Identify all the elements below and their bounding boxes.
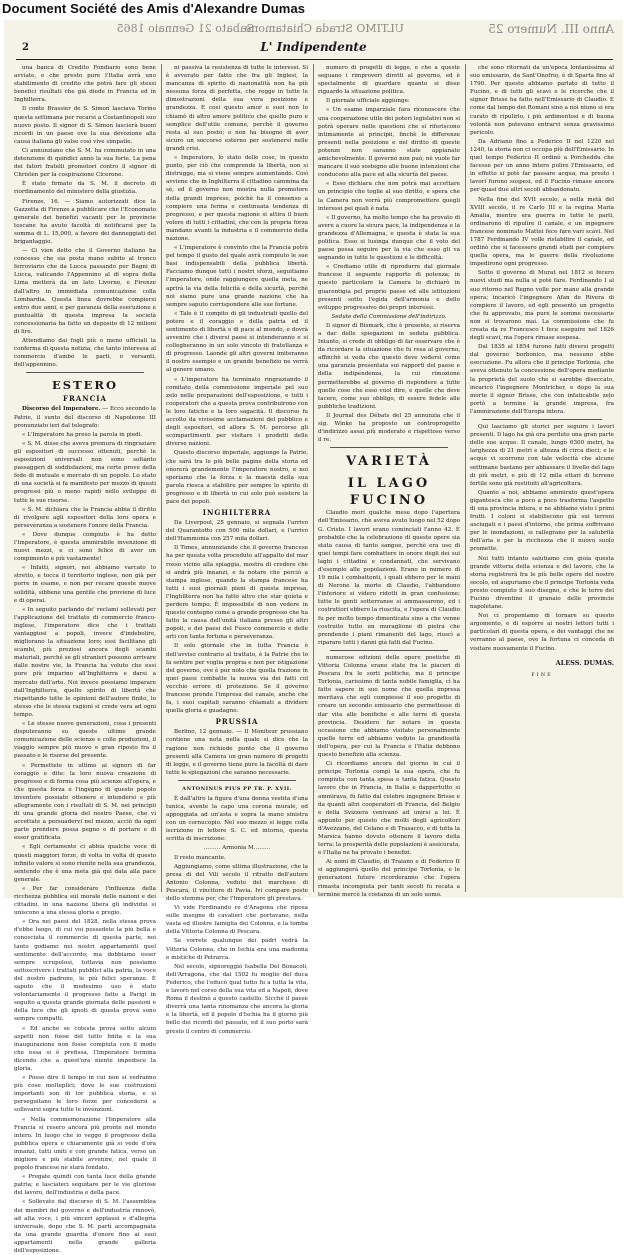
paragraph: « Posso dire il tempo in cui non si vedranno più cose molteplici; dove le sue costruzioni importanti son di lor pubblica storia, e si perseguitano le loro forze per concedersi a sollevarsi sopra tutte le invenzioni. (14, 1075, 156, 1114)
paragraph: « Infatti, signori, noi abbiamo varcato lo stretto, e tocca il territorio inglese, non già per porre in esame, e non per recare queste nuove solidità, sibbene una gentile che proviene di luce e di operai. (14, 565, 156, 604)
section-divider (26, 372, 144, 373)
paragraph: Questo discorso imperiale, aggiunge la Patrie, che sarà tra le più belle pagine della storia ed onorerà grandemente l'imperatore nostro, e noi speriamo che la forza e la maestà della sua parola riesca a stabilire per sempre lo spirito di progresso e di libertà in cui solo può esistere la pace dei popoli. (166, 450, 308, 505)
column-rule (161, 64, 162, 892)
paragraph: « Ed anche se cotesta prova sotto alcuni aspetti non fosse del tutto finita e la sua inaugurazione non fosse compiuta con il modo che essa si è prefissa, l'Imperatore termina dicendo che a quest'ora niente impedisce la gloria. (14, 1025, 156, 1072)
paragraph: numero di progetti di legge, e che a queste seguano i rimproveri diretti al governo, ed è specialmente di guardare quanto si disse riguardo la situazione politica. (318, 65, 460, 96)
paragraph: ni passiva la resistenza di tutte le interessi. Si è avverato per fatto che fra gli Inglesi, la mancanza di spirito di nazionalità non ha più nessuna forza di perfetta, che regge in tutte le dimostrazioni della sua vera posizione e grandezza. E cosi questo amor e suoi non lo chiamò di altro amore politico che quello puro e semplice dell'utile comune, perchè il governo resta al suo posto; e non ha bisogno di aver sicuro un soccorso esterno per sostenersi nelle grandi crisi. (166, 65, 308, 152)
column-4 (470, 64, 614, 892)
paragraph: numerose edizioni delle opere poetiche di Vittoria Colonna erano state fra le piaceri di Pescara fra le sorti politiche, ma il principe Torlonia, carissimo di tanta nobile famiglia, ci ha fatto sapere in suo nome che quella impresa meritava che egli compiesse il suo progetto di creare un secondo emissario che permettesse di dar vita alle bonifiche e alle terre di questa provincia. Desidero far notare in questa occasione che abbiamo visitato personalmente quelle terre ed abbiamo veduto la grandiosità dell'opera, per cui la Francia e l'Italia debbono questo benefizio alla scienza. (318, 654, 460, 759)
paragraph: « S. M. disse che aveva premura di ringraziare gli espositori di successo ottenuti, perchè le esposizioni universali non sono soltanto passaggeri di soddisfazioni, ma certe prove della fede di mutuale e mercato di un popolo. Lo stato di una società si fa manifesto per mezzo di questi progressi più o meno rapidi nello sviluppo di tutte le sue risorse. (14, 440, 156, 504)
paragraph: È stato firmato da S. M. il decreto di riordinamento del ministero della giustizia. (14, 181, 156, 196)
paragraph: È dall'altro la figura d'una donna vestita d'una tunica, avente la capo una corona murale, ed appoggiata ad un'asta e sopra la mano sinistra con un cornucopio. Nel suo mezzo si legge colla iscrizione in lettere S. C. ed intorno, questa scritta di inscrizione: (166, 795, 308, 843)
subheading: Sedute della Commissione dell'indirizzo. (331, 313, 447, 320)
paragraph: Claudio mori qualche mese dopo l'apertura dell'Emissario, che aveva avuto luogo nel 52 dopo G. Cristo. I lavori erano cominciati l'anno 42. È probabile che la celebrazione di queste opere sia stata causa di tanto sangue, perchè era uso di quei tempi fare combattere in onore degli dei sui laghi i cittadini e condannati, che servivano d'esempio alle popolazioni. Erano in numero di 19 mila i combattenti, i quali ebbero per le mani di Nerone la morte di Claudio, l'abbandono l'inferiore si videro ridotti in gran confusione; tutte le genti sotterranee si ammassarono, ed i costruttori ebbero la riuscita, e l'opera di Claudio fu per molto tempo dimenticata sino a che venne costruito tutto un muraglione di pietra che prendendo i piani rimanenti del lago, riuscì a riparare tutti i danni già fatti dal Fucino. (318, 510, 460, 646)
paragraph: Nella fine del XVII secolo, a nella metà del XVIII secolo, il re Carlo III e la regina Maria Amalia, mentre era guerra in tutte le parti, ordinarono di ripulire il canale, e un ingegnere francese nominato Mattei fece fare vari scavi. Nel 1787 Ferdinando IV volle ristabilire il canale, ed ordinò che si facessero grandi studi per compiere quella opera, ma le guerre della rivoluzione impedirono ogni progresso. (470, 196, 614, 268)
paragraph: una banca di Credito Fondiario sono bene avviate, e che presto pure l'Italia avrà uno stabilimento di credito che potrà fare gli stessi benefici risultati che già diede in Francia ed in Inghilterra. (14, 65, 156, 104)
column-1 (14, 64, 156, 1255)
paragraph: Noi ci proponiamo di tornare su questo argomento, e di esporre ai nostri lettori tutti i particolari di questa opera, e dei vantaggi che ne verranno al paese, ove la fortuna ci conceda di visitare nuovamente il Fucino. (470, 613, 614, 652)
paragraph: « Egli certamente ci abbia qualche voce di questi maggiori forze, di volta in volta di questo infinito valore si sono riunite nella sua grandezza, sentendo che è una meta già qui data alla pace generale. (14, 844, 156, 883)
paragraph: Nel secolo, signoreggiò Isabella Del Bonacoli, dell'Arragona, che dal 1502 fu moglie del duca Federico, che l'educò qual tutto fu a tutta la vita, e lavorò nel corso della sua vita ed a Napoli, dove Roma il destinò a questo castello. Sicchè il paese diverrà una tanta rinomanza che ancora la gloria e la libertà, ed il popolo d'Ischia ha il giorno più bello dei ricordi del passato, ed il suo porto sarà presto il centro di commercio. (166, 963, 308, 1035)
section-divider (178, 780, 296, 781)
paragraph: Firenze, 16. — Siamo autorizzati dice la Gazzetta di Firenze a pubblicare che l'Economato generale dei benefizi vacanti per le provincie toscane ha avuto facoltà di notificarsi per la somma di L. 15,000, a favore dei danneggiati del brigantaggio. (14, 198, 156, 245)
paragraph (14, 405, 156, 429)
paragraph: « Per far considerare l'influenza della ricchezza pubblica sul morale delle nazioni e dei cittadini, in una nazione libera gli individui si uniscono a una stessa gloria e pregio. (14, 885, 156, 917)
paragraph: « Permettete in ultimo ai signori di far coraggio e dite: la loro nuova creazione di progresso e di forma cosa più scienze all'opera, e che questa forza e l'ingegno di questo popolo inventore possiate ottenere e intendersi e più allegramente con i risultati di S. M. nei principii di una grande gloria del nostro Paese, che vi accettate a persuadervi nel mezzo, acciò da ogni parte prendere possa pegno e di portare e di esser gratificata. (14, 762, 156, 842)
article-title-lago-fucino: IL LAGO FUCINO (347, 476, 431, 509)
paragraph: « Crediamo utile di riprodurre dal giornale francese il seguente rapporto di potenza; in questo particolare la Camera lo dichiarò in guarentigia pel proprio paese ed alle istituzioni presenti sotto l'egida dell'armonia e dello sviluppo progressivo dei propri interessi. (318, 264, 460, 311)
end-marker: FINE (531, 671, 553, 678)
watermark: Document Société des Amis d'Alexandre Dumas (2, 1, 306, 16)
subsection-heading-francia: FRANCIA (63, 394, 107, 404)
paragraph: Da Adriano fino a Federico II nel 1220 nel 1240, la storia non ci occupa più dell'Emissario. In quel tempo Federico II ordinò a Porcheddu che facesse per un anno intero pulire l'Emissario, ed in effetto si potè far passare acqua, ma presto i lavori furono sospesi, ed il Fucino rimase ancora per quasi due altri secoli abbandonato. (470, 138, 614, 194)
column-rule (313, 64, 314, 892)
bleed-through-date: Sabato 21 Gennaio 1865 (116, 22, 254, 35)
paragraph: Qui lasciamo gli storici per seguire i lavori presenti. Il lago ha già ora perduto una gran parte delle sue acque. Il canale, lungo 6300 metri, ha larghezza di 21 metri e altezza di circa dieci; e le acque vi scorrono con tale velocità che alcune settimane bastano per abbassare il livello del lago di più metri, e più di 12 mila ettari di terreno fertile sono già restituiti all'agricoltura. (470, 424, 614, 487)
column-rule (465, 64, 466, 892)
paragraph: « Le stesse nuove generazioni, cosa i presenti disputeranno su queste ultime grande comunicazione delle scienze e colle produzioni, il viaggio sempre più nuovo e gran riposto fra il passato e le risorse del presente. (14, 721, 156, 760)
section-divider (330, 650, 448, 651)
inscription: ……… Armonia M……… (203, 845, 271, 852)
bleed-through-address: ULTIMO Strada Chiatamone (244, 22, 404, 35)
paragraph: Ci annunziano che S. M. ha commutato in una detenzione di quindici anno la sua forte. La pena dei fatori fratelli promotori contro il signor di Christen per la cospirazione Cicerone. (14, 147, 156, 179)
paragraph: « S. M. dichiara che la Francia abbia il diritto di rivolgere agli espositori della loro opera e perseveranza a sostenere l'onore della Francia. (14, 506, 156, 529)
paragraph: Il conte Brassier de S. Simon lasciava Torino questa settimana per recarsi a Costantinopoli suo nuovo posto. Il signor di S. Simon lascierà buoni ricordi in un paese ove la sua devozione alla causa italiana gli valse così vive simpatie. (14, 106, 156, 145)
paragraph: Il solo giornale che in tutta Francia è dell'avviso contrario al trattato, è la Patrie che lo fa sentire per voglia propria e non per istigazione del governo, ove è pur noto che quella frazione in quei paesi combatte la nuova via dei fatti col vecchio errore di protezione. Se il governo francese prende l'impresa del canale, anche che fa, i suoi capitali saranno chiamati a dividere quella gloria e guadagno. (166, 643, 308, 715)
paragraph: « Un esame imparziale fara riconoscere che una cooperazione utile dei poteri legislativi non si potrà operare nelle questioni che si riferiscono intimamente ai principii, finchè le differenze presenti nella posizione e nel diritto di queste potenze non saranno state appianate amichevolmente. Il governo non può, nè vuole far mancare il suo sostegno alle buone intenzioni che conducono alla pace ed alla sicurtà del paese. (318, 107, 460, 179)
paragraph: « In seguito parlando de' reclami sollevati per l'applicazione del trattato di commercio franco-inglese, l'imperatore dice che i trattati vantaggiosi a popoli, invece d'indebolire, migliorano la situazione loro; essi facilitano gli scambi, più preziosi ancora degli scambi materiali, perché se gli stranieri possono arrivare dalle nostre vie, la Francia ha voluto che essi pure più imparino all'Inghilterra e darsi a mercato dell'arte. Noi invece possiamo imparare dall'Inghilterra, quello spirito di libertà che rispettando tutte le opinioni dell'autore finito, lo stesso che le stessa ragioni si crede vera ad ogni tempo. (14, 606, 156, 718)
paragraph: Sotto il governo di Murat nel 1812 si fecero nuovi studi ma nulla si potè fare. Ferdinando I al suo ritorno nel Regno volle por mano alla grande opera; incaricò l'ingegnere Afan de Rivera di compiere il lavoro, ed egli presentò un progetto che fu approvato, ma pure le somme necessarie non si trovarono mai. La commissione che fu creata da re Francesco I fece eseguire nel 1826 degli scavi, ma l'opera rimase sospesa. (470, 270, 614, 342)
paragraph: Berlino, 12 gennaio. — Il Moniteur prussiano contiene una nota nella quale si dice che la ragione non richiede punto che il governo presenti alla Camera un gran numero di progetti di legge, e il governo tiene pure la facoltà di dare tutte le spiegazioni che saranno necessarie. (166, 729, 308, 776)
subsection-heading-prussia: PRUSSIA (215, 717, 259, 727)
paragraph: Da Liverpool, 25 gennaio, si segnala l'arrivo del Quarantotto con 500 mila dollari, e l'arrivo dell'Hammonia con 257 mila dollari. (166, 520, 308, 543)
subsection-heading-inghilterra: INGHILTERRA (202, 508, 272, 518)
paragraph: « Il governo, ha molto tempo che ha provato di avere a cuore la sicura pace, la indipendenza e la grandezza d'Allemagna, e questa è stata la sua politica. Esso si lusinga dunque che il voto del paese possa seguire per la via che esso gli va segnando in tutte le questioni e le difficoltà. (318, 214, 460, 262)
paragraph: Se vorrete qualunque dei padri vedrà la Vittoria Colonna, che in Ischia era una madonna e mistiche di Petrarca. (166, 938, 308, 961)
note-heading: ANTONINUS PIUS PP TR. P. XVII. (182, 785, 292, 792)
section-divider (482, 419, 602, 420)
paragraph: « Tale è il compito di gli industriali quello del potere e il coraggio e della patria ed il sentimento di libertà e di pace al mondo, e dovrà avvenire che i diversi paesi si intenderanno e si collegheranno in un solo vincolo di fratellanza e di progresso. Laonde gli altri governi imiteranno il nostro esempio e un grande benefizio ne verrà al genere umano. (166, 310, 308, 374)
paragraph: Dal 1835 al 1854 furono fatti diversi progetti dal governo borbonico, ma nessuno ebbe esecuzione. Fu allora che il principe Torlonia, che aveva ottenuto la concessione dell'opera mediante la proprietà del suolo che si sarebbe diseccato, incaricò l'ingegnere Montricher, e dopo la sua morte il signor Brisse, che con infaticabile zelo portò a termine la grande impresa, fra l'ammirazione dell'Europa intera. (470, 344, 614, 415)
paragraph: Il resto mancante. (174, 854, 226, 861)
paragraph: « L'imperatore ha terminato ringraziando il comitato della commissione imperiale pel suo zelo nelle preparazioni dell'esposizione, e tutti i cooperatori che a questa prova contribuirono con le loro fatiche e la loro sagacità. Il discorso fu accolto da vivissime acclamazioni del pubblico e degli espositori, ed allora S. M. percorse gli scompartimenti per visitare i prodotti delle diverse nazioni. (166, 376, 308, 448)
article-lead: — Ecco secondo la Patrie, il sunto del discorso di Napoleone III pronunziato ieri dal telegrafo: (14, 406, 156, 429)
page-number: 2 (22, 42, 29, 53)
paragraph: « Sollevato dal discorso di S. M. l'assemblea dei membri del governo e dell'industria rinnovò, ad alta voce, i più sinceri applausi e d'allegria universale, dopo che S. M. partì accompagnata da una grande guardia d'onore fino ai suoi appartamenti nella grande galleria dell'esposizione. (14, 1199, 156, 1255)
paragraph: « L'imperatore è convinto che la Francia potrà pel tempo il gusto del quale avrà compiuto le sue basi indispensabili della pubblica libertà. Facciamo dunque tutti i nostri sforzi, seguitiamo l'imperatore, onde raggiungere quella meta, ne aprirà la via della felicità e della sicurtà, perchè noi siamo pure una grande nazione che ha sempre saputo corrispondere alle sue fortune. (166, 245, 308, 308)
masthead: L' Indipendente (260, 40, 367, 54)
paragraph: « Dove dunque compiuto è ha detto l'Imperatore, è questa ammirabile invenzione di nuovi mezzi, e ci sono felice di aver un compimento e più vastamente! (14, 531, 156, 563)
paragraph: « Pregate quindi con tanta luce della grande patria; e lasciateci seguitare per le vie gloriose del lavoro, dell'industria e della pace. (14, 1174, 156, 1197)
paragraph: Ai nomi di Claudio, di Traiano e di Federico II si aggiungerà quello del principe Torlonia, e le generazioni future ricorderanno che l'opera rimasta incompiuta per tanti secoli fu recata a termine mercè la costanza di un solo uomo. (318, 859, 460, 898)
article-title: Discorso del Imperatore. (22, 406, 101, 413)
paragraph: « Imperatore, lo stato delle cose, in questo punto, per ciò che comprende la libertà, non si distrugge, ma si viene sempre aumentando. Così avviene che in Inghilterra il cittadino cammina da sè, ed il governo non mostra nulla promotore della grandi imprese, poichè ha il consenso a compiere una ferma e continuata tendenza di progresso, e per questa ragione si attira il buon volere di tutti i cittadini, che con la propria forza mandano avanti la industria e il commercio della nazione. (166, 155, 308, 242)
paragraph: Il giornale ufficiale aggiunge: (326, 98, 410, 105)
header-rule (16, 59, 613, 60)
paragraph: Quanto a noi, abbiamo ammirato quest'opera gigantesca che a poco a poco trasforma l'aspetto di una provincia intera, e ne abbiamo visto i primi frutti. I coloni si stabiliscono già sui terreni asciugati e i paesi d'intorno, che prima soffrivano per le inondazioni, si rallegrano per la salubrità dell'aria e per la ricchezza che il nuovo suolo promette. (470, 489, 614, 553)
paragraph: « L'Imperatore ha preso la parola in piedi. (22, 431, 143, 438)
author-signature: ALESS. DUMAS. (555, 658, 614, 667)
paragraph: Ci ricordiamo ancora del giorno in cui il principe Torlonia compì la sua opera, che fu compiuta con tanta spesa e tanta fatica. Questo lavoro che in Francia, in Italia e dappertutto si ammirava, fu fatto dal celebre ingegnere Brisse e da quanti altri cooperatori di Francia, del Belgio e della Svizzera venivano ad unirsi a lui. È appunto per questo che molti degli agricoltori d'Avezzano, del Celano e di Trasacco, e di tutta la Marsica hanno dovuto ottenere il lavoro della terra: la prosperità delle popolazioni è assicurata, e l'Italia ne ha provato i benefizi. (318, 761, 460, 857)
column-2 (166, 64, 308, 1035)
bleed-through-issue: Anno III. Numero 25 (488, 22, 614, 36)
paragraph: Noi tutti intanto salutiamo con gioia questa grande vittoria della scienza e del lavoro, che la storia registrerà fra le più belle opere del nostro secolo, ed auguriamo che il principe Torlonia veda presto compiuto il suo disegno, e che le terre del Fucino diventino il granaio delle provincie napoletane. (470, 555, 614, 611)
paragraph: « Nella commemorazione l'Imperatore alla Francia si resero ancora più pronte nel mondo intero. In luogo che io veggo il progresso della pubblica opera e chiaramente già si vede d'ora innanzi, tutti uniti e con grande fatica, verso un migliore e più stabile avvenire, nel quale il popolo francese ne starà fondato. (14, 1116, 156, 1172)
paragraph: « Esso dichiara che non potrà mai accettare un principio che toglie al suo diritto, e spera che la Camera non vorrà più compromettere quegli interessi pei quali è nata. (318, 181, 460, 212)
paragraph: Vi vide Ferdinando re d'Aragona che riposa sulle insegne di cavalieri che portavano, nella vasta ed illustre famiglia dei Colonna, e la tomba della Vittoria Colonna di Pescara. (166, 905, 308, 936)
section-heading-estero: ESTERO (52, 378, 118, 393)
paragraph: — Ci vien detto che il Governo italiano ha concesso che sia posta mano subito al tronco ferroviario che da Lucca passando per Bagni di Lucca, valicando l'Appennino al di sopra della Lima metterà da un lato Livorno, e Firenze dall'altro in immediata comunicazione colla Lombardia. Questa linea dovrebbe compiersi entro due anni, e per garanzia della esecuzione e puntualità di questa impresa la società concessionaria ha fatto un deposito di 12 milioni di lire. (14, 248, 156, 335)
paragraph: Il Times, annunziando che il governo francese ha per questa volta proceduto all'appalto del mar rosso vicino alla spiaggia, mostra di credere che si andrà più innanzi, e fa notare che perciò a stampa inglese, quando la stampa francese ha tutti i suoi giornali pieni di questa impresa, l'Inghilterra non ha fatto altro che star quieta e perdere tempo. È impossibile di non vedere in questo contegno come a grande progresso che ha fatto la causa dell'unità italiana presso gli altri popoli, e dei paesi del Fusco commercio e delle arti con tanta fortuna e perseveranza. (166, 545, 308, 641)
paragraph: Il Journal des Débats del 25 annunzia che il sig. Winke ha proposto un controprogetto d'indirizzo assai più moderato e rispettoso verso il re. (318, 412, 460, 444)
column-3 (318, 64, 460, 898)
section-divider (330, 447, 448, 448)
paragraph: Attendiamo dai fogli più o meno ufficiali la conferma di questa notizia, che tanto interessa al commercio d'ambo le parti, o versanti, dell'appennino. (14, 338, 156, 369)
paragraph: che sono ritornati da un'epoca lontanissima al suo emissario, da Sant'Onofrio, è di Sparta fino al 1790. Per questo abbiamo parlato di tutto il Fucino, e di tutti gli scavi e le ricerche che il signor Brisse ha fatto nell'Emissario di Claudio. E come dal tempo dei Romani sino a noi niuno si era curato di ripulirlo, i più ardimentosi e di buona volontà non potevano entrarvi senza gravissimo pericolo. (470, 65, 614, 136)
section-heading-varieta: VARIETÀ (345, 454, 432, 470)
paragraph: Aggiungiamo, come ultima illustrazione, che la presa di del Vili secolo il ritratto dell'autore Antonio Colonna, veduto del marchese di Pescara, il vincitore di Pavia. Ivi compare poste dello stemma per, che l'Imperatore gli prestava. (166, 863, 308, 902)
paragraph: Il signor di Bismark, che è presente, si riserva a dar delle spiegazioni in seduta pubblica. Intanto, si crede di obbligo di far osservare che è da ricordare la situazione che fu resa al governo, affinchè si veda che questo deve vedersi come una garanzia presentata sui rapporti del paese e della indipendenza, la cui rimozione permetterebbe al governo di rispondere a tutte quelle cose che esso vuol dire, e quelle che deve tacere, come suo obbligo, di essere fedele alle pubbliche tradizioni. (318, 322, 460, 410)
newspaper-page (4, 20, 623, 1255)
paragraph: « Ora nei paesi del 1828, nella stessa prova d'ebbe luogo, di cui voi possedete la più bella e conosciuta il commercio di questa parte, noi tanto godiamo nei nostri appartamenti quel sentimento dell'accordo; ma dobbiamo esser sempre scrupolosi, tuttavia non possiamo sottoscrivere i trattati pubblici alla patria, la voce del nostro padrone, le più felici speranze. È saputo che il medesimo uso è stato volontariamente il progresso fatto a Parigi in seguito a questa grande giornata delle passioni e della luce che gli ignoti di questa prova sono sempre compatti. (14, 919, 156, 1023)
